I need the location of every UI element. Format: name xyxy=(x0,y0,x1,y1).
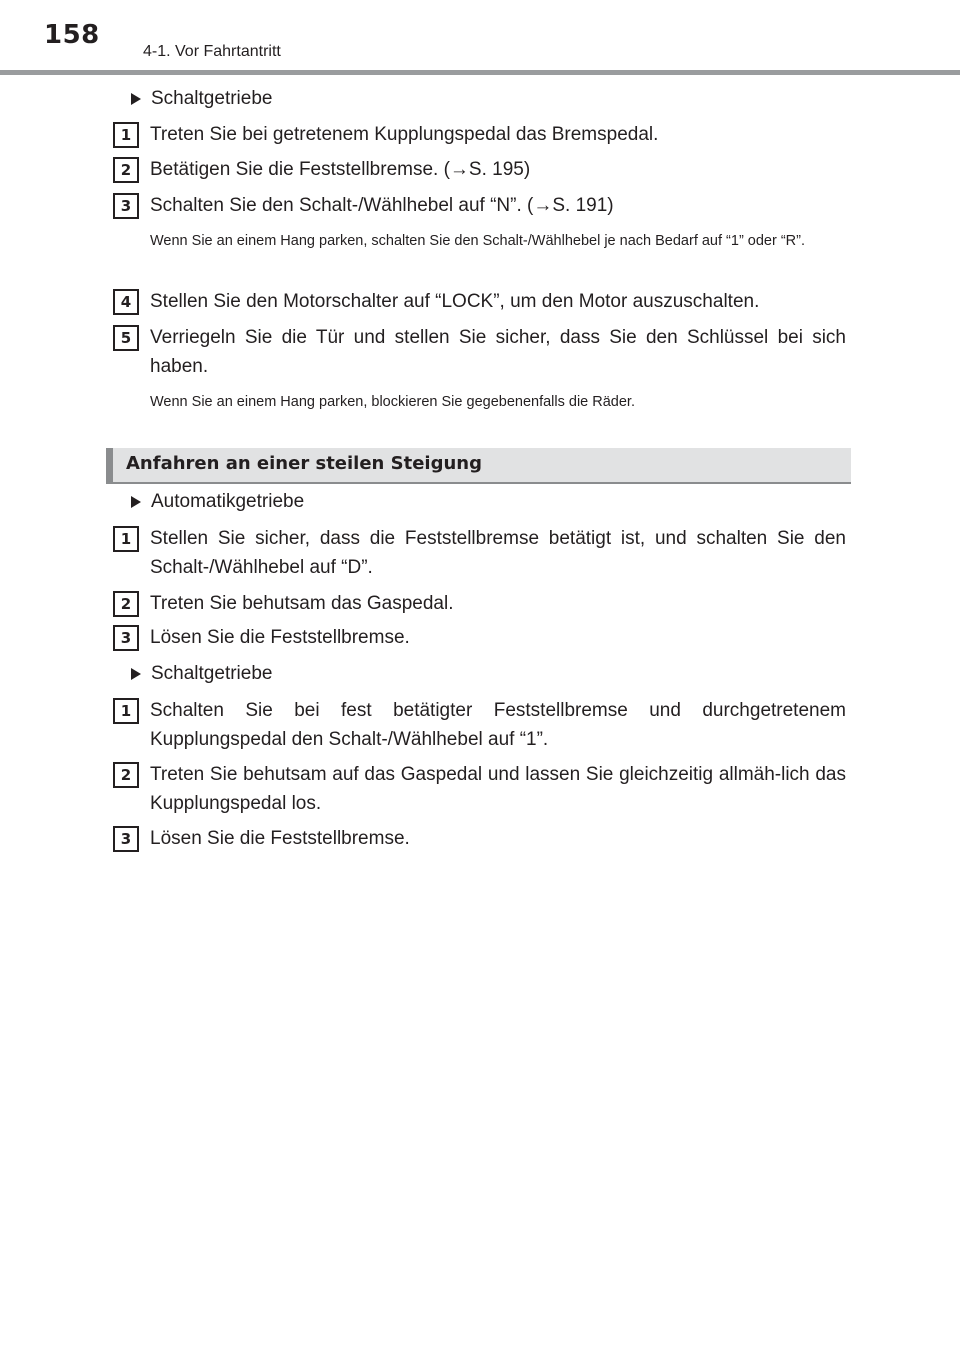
step-text: Schalten Sie den Schalt-/Wählhebel auf “N”. (→S. 191) xyxy=(150,195,614,216)
chapter-title: 4-1. Vor Fahrtantritt xyxy=(143,43,281,60)
step-text: Stellen Sie sicher, dass die Feststellbremse betätigt ist, und schalten Sie den Schalt-/Wählhebel auf “D”. xyxy=(150,528,846,578)
step-number-box: 3 xyxy=(113,625,139,651)
step-text: Lösen Sie die Feststellbremse. xyxy=(150,627,410,648)
sub-heading-manual-parking xyxy=(128,87,272,111)
sub-heading-label: Automatikgetriebe xyxy=(151,491,305,512)
triangle-arrow-icon xyxy=(131,93,141,105)
step-number-box: 4 xyxy=(113,289,139,315)
triangle-arrow-icon xyxy=(131,496,141,508)
step-text: Treten Sie bei getretenem Kupplungspedal das Bremspedal. xyxy=(150,124,659,145)
step-text: Treten Sie behutsam das Gaspedal. xyxy=(150,593,454,614)
step-text: Lösen Sie die Feststellbremse. xyxy=(150,828,410,849)
step-text: Schalten Sie bei fest betätigter Feststellbremse und durchgetretenem Kupplungspedal den Schalt-/Wählhebel auf “1”. xyxy=(150,700,846,750)
page-header xyxy=(0,0,960,80)
step-text: Verriegeln Sie die Tür und stellen Sie sicher, dass Sie den Schlüssel bei sich haben. xyxy=(150,327,846,377)
step-number-box: 3 xyxy=(113,826,139,852)
note-text: Wenn Sie an einem Hang parken, schalten Sie den Schalt-/Wählhebel je nach Bedarf auf “1” oder “R”. xyxy=(150,233,806,249)
section-accent xyxy=(106,448,113,482)
header-rule xyxy=(0,70,960,75)
step-text: Treten Sie behutsam auf das Gaspedal und lassen Sie gleichzeitig allmäh-lich das Kupplungspedal los. xyxy=(150,764,846,814)
section-heading-bar xyxy=(106,448,851,484)
sub-heading-manual xyxy=(128,662,272,686)
section-title: Anfahren an einer steilen Steigung xyxy=(126,453,482,474)
step-text: Betätigen Sie die Feststellbremse. (→S. 195) xyxy=(150,159,531,180)
note-text: Wenn Sie an einem Hang parken, blockieren Sie gegebenenfalls die Räder. xyxy=(150,394,635,410)
step-number-box: 5 xyxy=(113,325,139,351)
page-number: 158 xyxy=(44,20,100,50)
step-number-box: 2 xyxy=(113,762,139,788)
step-number-box: 2 xyxy=(113,591,139,617)
step-number-box: 2 xyxy=(113,157,139,183)
step-number-box: 1 xyxy=(113,122,139,148)
sub-heading-label: Schaltgetriebe xyxy=(151,88,273,109)
step-number-box: 1 xyxy=(113,526,139,552)
triangle-arrow-icon xyxy=(131,668,141,680)
sub-heading-automatic xyxy=(128,490,304,514)
step-number-box: 1 xyxy=(113,698,139,724)
sub-heading-label: Schaltgetriebe xyxy=(151,663,273,684)
step-number-box: 3 xyxy=(113,193,139,219)
step-text: Stellen Sie den Motorschalter auf “LOCK”, um den Motor auszuschalten. xyxy=(150,291,760,312)
